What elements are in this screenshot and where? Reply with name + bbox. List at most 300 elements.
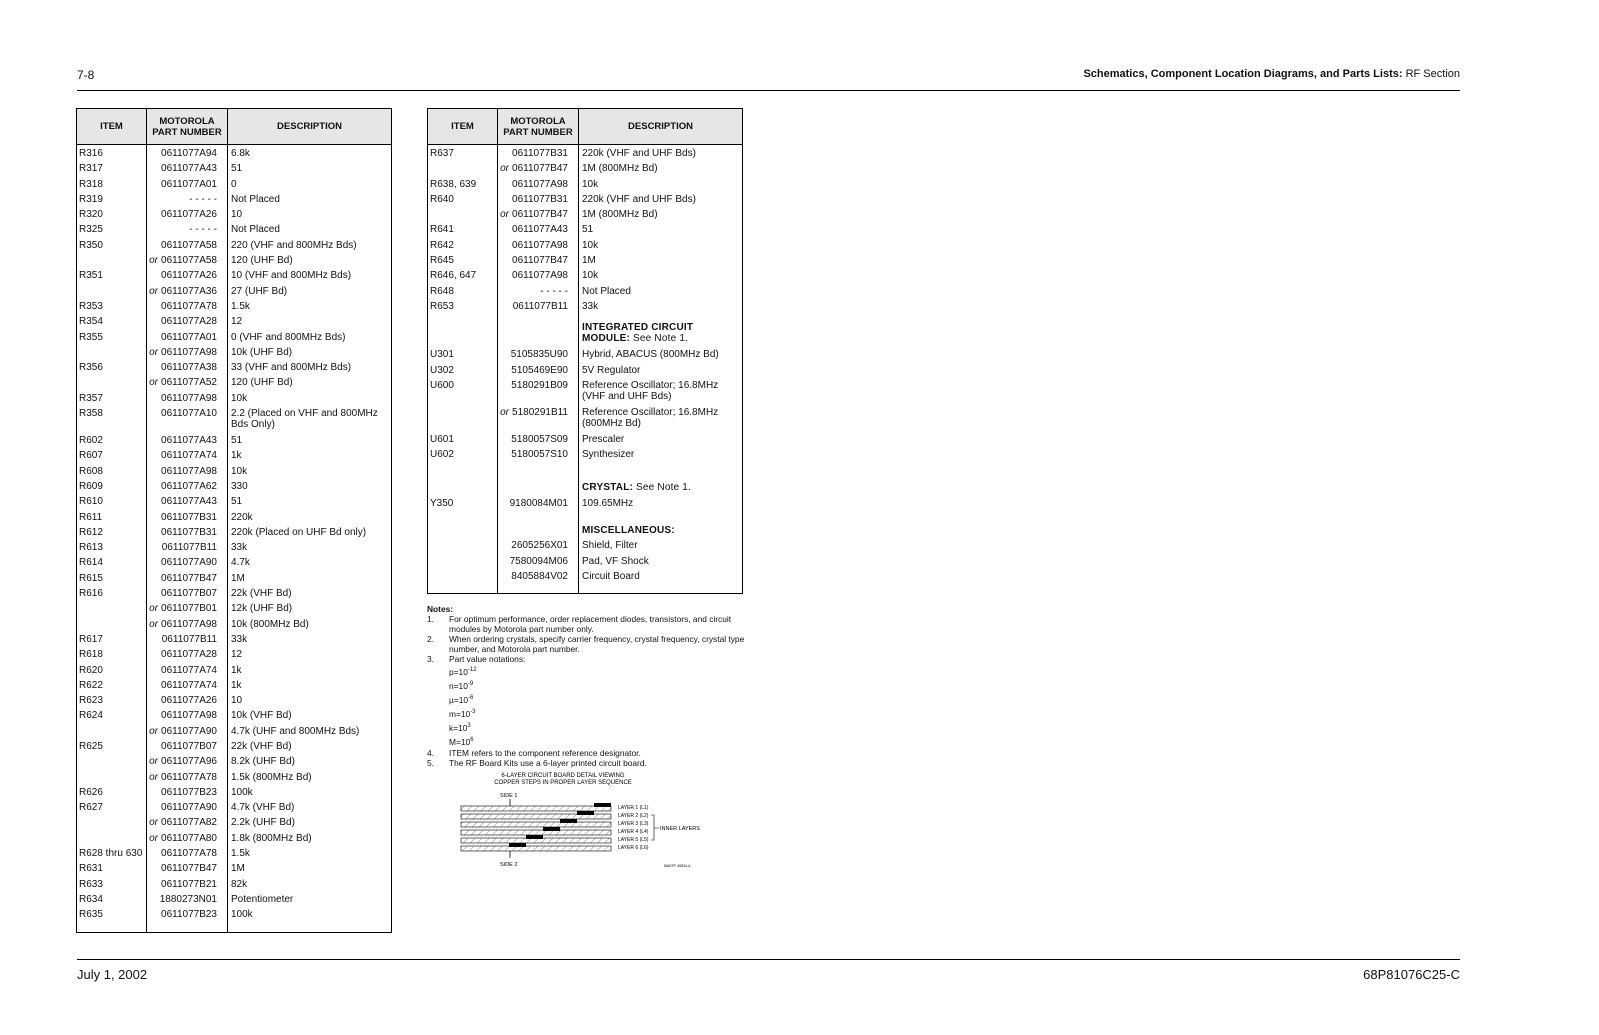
table-row	[77, 848, 391, 863]
notation-base: n=10	[449, 680, 468, 691]
table-row	[77, 573, 391, 588]
part-cell	[147, 332, 228, 347]
item-cell	[428, 556, 498, 571]
part-cell	[147, 817, 228, 832]
note-text: For optimum performance, order replacement diodes, transistors, and circuit modules by Motorola part number only.	[449, 614, 732, 634]
part-number: 0611077A74	[161, 450, 217, 462]
description-cell: 33k	[231, 542, 248, 554]
table-row	[77, 512, 391, 527]
item-cell: R617	[79, 633, 103, 645]
table-row	[77, 756, 391, 771]
part-cell	[147, 649, 228, 664]
or-label: or	[149, 832, 159, 844]
page-header-title	[1083, 68, 1460, 80]
or-label: or	[500, 406, 510, 418]
part-cell	[147, 512, 228, 527]
description-cell: 10k	[582, 178, 599, 190]
item-cell	[77, 833, 147, 848]
part-cell	[498, 556, 579, 571]
table-row	[428, 571, 742, 586]
item-cell	[428, 571, 498, 586]
table-row	[428, 286, 742, 301]
description-cell: 51	[231, 435, 243, 447]
item-cell: R640	[430, 193, 454, 205]
description-cell: Reference Oscillator; 16.8MHz (800MHz Bd)	[582, 406, 719, 429]
part-cell	[147, 542, 228, 557]
part-cell	[147, 588, 228, 603]
table-row	[77, 588, 391, 603]
item-cell: R622	[79, 679, 103, 691]
part-cell	[147, 527, 228, 542]
description-cell: 10k (VHF Bd)	[231, 710, 292, 722]
item-cell	[77, 726, 147, 741]
description-cell: 220k (VHF and UHF Bds)	[582, 193, 696, 205]
description-cell: 10k	[582, 239, 599, 251]
table-rows	[77, 148, 391, 925]
or-label: or	[149, 725, 159, 737]
description-cell: 1k	[231, 450, 242, 462]
description-cell: 2.2k (UHF Bd)	[231, 817, 295, 829]
table-row	[428, 540, 742, 555]
part-number: 0611077B23	[161, 909, 217, 921]
table-row	[77, 817, 391, 832]
item-cell: R616	[79, 588, 103, 600]
part-cell	[498, 240, 579, 255]
table-row	[77, 665, 391, 680]
part-number: 0611077A96	[161, 756, 217, 768]
description-cell: Not Placed	[582, 285, 631, 297]
part-number: 0611077A43	[161, 163, 217, 175]
table-row	[77, 316, 391, 331]
part-cell	[147, 634, 228, 649]
col-item: ITEM	[77, 109, 147, 144]
item-cell	[428, 525, 498, 540]
notation-exp: -6	[468, 695, 474, 701]
item-cell: R318	[79, 178, 103, 190]
item-cell: R646, 647	[430, 270, 477, 282]
part-number: 0611077A98	[512, 239, 568, 251]
table-row	[77, 496, 391, 511]
item-cell: R607	[79, 450, 103, 462]
item-cell	[77, 377, 147, 392]
table-row	[77, 179, 391, 194]
part-number: 5180057S10	[511, 449, 568, 461]
part-cell	[147, 863, 228, 878]
part-cell	[147, 316, 228, 331]
part-number: 0611077A43	[161, 435, 217, 447]
note-number: 4.	[427, 748, 434, 758]
description-cell: Reference Oscillator; 16.8MHz (VHF and UHF Bds)	[582, 379, 719, 402]
part-cell	[498, 286, 579, 301]
parts-table-left	[76, 108, 392, 933]
table-row	[77, 726, 391, 741]
notation-base: k=10	[449, 722, 468, 733]
table-row	[77, 450, 391, 465]
item-cell: R609	[79, 480, 103, 492]
table-row	[77, 680, 391, 695]
or-label: or	[149, 618, 159, 630]
part-number: 0611077B47	[512, 163, 568, 175]
description-cell: 1k	[231, 664, 242, 676]
description-cell: 1.8k (800MHz Bd)	[231, 832, 312, 844]
table-row	[77, 286, 391, 301]
part-cell	[147, 466, 228, 481]
part-number: 0611077A94	[161, 148, 217, 159]
item-cell: R631	[79, 863, 103, 875]
or-label: or	[149, 771, 159, 783]
table-row	[77, 393, 391, 408]
description-cell: 8.2k (UHF Bd)	[231, 756, 295, 768]
part-number: 0611077A82	[161, 817, 217, 829]
notation	[427, 720, 757, 734]
part-cell	[498, 407, 579, 434]
part-number: 0611077A98	[512, 270, 568, 282]
part-cell	[147, 179, 228, 194]
item-cell: R620	[79, 664, 103, 676]
note-text: ITEM refers to the component reference designator.	[449, 748, 641, 758]
part-cell	[147, 665, 228, 680]
notation	[427, 664, 757, 678]
description-cell: 1M	[231, 572, 245, 584]
item-cell: R653	[430, 300, 454, 312]
part-cell	[498, 209, 579, 224]
item-cell	[428, 482, 498, 497]
part-number: 0611077A74	[161, 664, 217, 676]
part-number: 0611077B31	[512, 193, 568, 205]
item-cell: R355	[79, 331, 103, 343]
part-cell	[147, 194, 228, 209]
or-label: or	[149, 756, 159, 768]
table-row	[428, 525, 742, 540]
part-number: 0611077A01	[161, 178, 217, 190]
part-cell	[147, 603, 228, 618]
item-cell	[428, 322, 498, 349]
footer-rule	[77, 959, 1460, 960]
part-cell	[147, 680, 228, 695]
description-cell: 120 (UHF Bd)	[231, 255, 293, 267]
diagram-title-line1: 6-LAYER CIRCUIT BOARD DETAIL VIEWING	[501, 773, 625, 779]
notation-exp: -3	[470, 709, 476, 715]
part-cell	[147, 573, 228, 588]
part-number: 5180291B11	[512, 406, 568, 418]
part-number: 0611077A26	[161, 270, 217, 282]
or-label: or	[149, 346, 159, 358]
notation-exp: -12	[467, 667, 477, 673]
part-number: 0611077A01	[161, 331, 217, 343]
part-cell	[498, 449, 579, 464]
part-number: 0611077B47	[512, 255, 568, 267]
description-cell: 1M (800MHz Bd)	[582, 209, 658, 221]
table-row	[77, 466, 391, 481]
table-row	[77, 879, 391, 894]
table-row	[428, 434, 742, 449]
item-cell: R610	[79, 496, 103, 508]
description-cell: 51	[231, 163, 243, 175]
note-number: 3.	[427, 654, 434, 664]
part-number: 0611077B47	[512, 209, 568, 221]
item-cell: U601	[430, 433, 454, 445]
item-cell	[77, 619, 147, 634]
part-cell	[147, 894, 228, 909]
part-cell	[147, 741, 228, 756]
header-title-rest: RF Section	[1402, 68, 1460, 80]
description-cell: 0 (VHF and 800MHz Bds)	[231, 331, 346, 343]
table-row	[77, 833, 391, 848]
table-row	[77, 802, 391, 817]
part-number: 1880273N01	[159, 893, 217, 905]
table-row	[77, 542, 391, 557]
part-number: 0611077B47	[161, 572, 217, 584]
notation-exp: -9	[467, 681, 474, 687]
or-label: or	[149, 817, 159, 829]
table-row	[428, 407, 742, 434]
table-row	[77, 649, 391, 664]
table-row	[77, 481, 391, 496]
notation-exp: 3	[467, 723, 471, 729]
part-number: 0611077B31	[512, 148, 568, 159]
diagram-title-line2: COPPER STEPS IN PROPER LAYER SEQUENCE	[494, 780, 632, 786]
description-cell: 1.5k (800MHz Bd)	[231, 771, 312, 783]
note-item	[427, 748, 757, 758]
part-cell	[498, 322, 579, 349]
item-cell	[77, 817, 147, 832]
table-row	[77, 377, 391, 392]
diagram-code: MAEPF-26834-A	[664, 864, 691, 868]
part-number: 0611077A38	[161, 362, 217, 374]
item-cell: R316	[79, 148, 103, 159]
or-label: or	[149, 377, 159, 389]
part-cell	[498, 255, 579, 270]
part-cell	[147, 362, 228, 377]
description-cell: 4.7k (VHF Bd)	[231, 802, 295, 814]
part-number: 0611077A43	[161, 496, 217, 508]
or-label: or	[149, 603, 159, 615]
notation-base: p=10	[449, 666, 468, 677]
section-title: INTEGRATED CIRCUIT MODULE:	[582, 322, 694, 345]
item-cell: R623	[79, 695, 103, 707]
part-cell	[147, 240, 228, 255]
item-cell: U302	[430, 364, 454, 376]
part-number: 0611077A58	[161, 255, 217, 267]
item-cell: R325	[79, 224, 103, 236]
item-cell: R638, 639	[430, 178, 477, 190]
part-cell	[498, 194, 579, 209]
item-cell: R633	[79, 878, 103, 890]
part-cell	[147, 393, 228, 408]
item-cell: R615	[79, 572, 103, 584]
table-row	[77, 347, 391, 362]
description-cell: 33k	[231, 633, 248, 645]
or-label: or	[500, 163, 510, 175]
description-cell: 33 (VHF and 800MHz Bds)	[231, 362, 352, 374]
description-cell: Potentiometer	[231, 893, 294, 905]
section-heading	[579, 322, 742, 349]
col-part-number: MOTOROLA PART NUMBER	[498, 109, 579, 144]
part-number: 0611077B31	[161, 526, 217, 538]
description-cell: 4.7k	[231, 557, 250, 569]
description-cell: 12	[231, 316, 243, 328]
table-row	[77, 619, 391, 634]
table-row	[428, 148, 742, 163]
item-cell: R357	[79, 392, 103, 404]
part-number: 8405884V02	[511, 570, 568, 582]
item-cell: R645	[430, 255, 454, 267]
part-cell	[147, 787, 228, 802]
col-part-number: MOTOROLA PART NUMBER	[147, 109, 228, 144]
part-cell	[498, 365, 579, 380]
description-cell: 10k (UHF Bd)	[231, 346, 293, 358]
col-item: ITEM	[428, 109, 498, 144]
part-cell	[147, 848, 228, 863]
part-number: 0611077A28	[161, 316, 217, 328]
note-item	[427, 614, 757, 634]
table-row	[428, 240, 742, 255]
part-number: 0611077A78	[161, 771, 217, 783]
item-cell	[77, 772, 147, 787]
part-cell	[498, 270, 579, 285]
table-header	[428, 109, 742, 145]
footer-doc-number: 68P81076C25-C	[1363, 967, 1460, 982]
item-cell: R319	[79, 193, 103, 205]
part-number: 0611077B07	[161, 588, 217, 600]
item-cell	[428, 407, 498, 434]
part-cell	[147, 270, 228, 285]
table-row	[428, 365, 742, 380]
description-cell: 4.7k (UHF and 800MHz Bds)	[231, 725, 360, 737]
or-label: or	[149, 285, 159, 297]
footer-date: July 1, 2002	[77, 967, 148, 982]
part-cell	[147, 557, 228, 572]
six-layer-board-diagram	[458, 770, 728, 875]
part-number: 0611077A90	[161, 557, 217, 569]
description-cell: 1.5k	[231, 300, 250, 312]
part-number: 0611077B47	[161, 863, 217, 875]
description-cell: Prescaler	[582, 433, 625, 445]
part-number: 0611077B31	[161, 511, 217, 523]
part-cell	[498, 571, 579, 586]
part-number: 0611077B07	[161, 740, 217, 752]
item-cell: U301	[430, 349, 454, 361]
description-cell: Circuit Board	[582, 570, 640, 582]
part-cell	[147, 619, 228, 634]
item-cell	[77, 286, 147, 301]
note-text: Part value notations:	[449, 654, 526, 664]
item-cell: U602	[430, 449, 454, 461]
table-rows	[428, 148, 742, 586]
note-text: When ordering crystals, specify carrier frequency, crystal frequency, crystal type number, and Motorola part number.	[449, 634, 745, 654]
part-cell	[147, 347, 228, 362]
table-row	[77, 270, 391, 285]
table-row	[428, 301, 742, 316]
part-cell	[147, 833, 228, 848]
description-cell: 10k	[231, 465, 248, 477]
item-cell: R624	[79, 710, 103, 722]
item-cell: R317	[79, 163, 103, 175]
table-row	[77, 894, 391, 909]
notes-section	[427, 604, 757, 768]
description-cell: 82k	[231, 878, 248, 890]
description-cell: 1M	[582, 255, 596, 267]
part-cell	[147, 772, 228, 787]
description-cell: 22k (VHF Bd)	[231, 588, 292, 600]
layer-label-6: LAYER 6 (L6)	[618, 845, 649, 851]
section-title: CRYSTAL:	[582, 482, 634, 494]
part-cell	[147, 163, 228, 178]
description-cell: 12k (UHF Bd)	[231, 603, 293, 615]
description-cell: 10 (VHF and 800MHz Bds)	[231, 270, 352, 282]
part-number: - - - - -	[189, 193, 217, 205]
or-label: or	[149, 255, 159, 267]
description-cell: 12	[231, 649, 243, 661]
description-cell: 1M	[231, 863, 245, 875]
description-cell: 220k	[231, 511, 253, 523]
item-cell: U600	[430, 379, 454, 391]
item-cell	[77, 756, 147, 771]
description-cell: 1M (800MHz Bd)	[582, 163, 658, 175]
table-row	[77, 772, 391, 787]
item-cell	[77, 255, 147, 270]
header-title-bold: Schematics, Component Location Diagrams, and Parts Lists:	[1083, 68, 1403, 80]
part-cell	[147, 255, 228, 270]
part-value-notations	[427, 664, 757, 748]
part-cell	[147, 209, 228, 224]
table-row	[77, 224, 391, 239]
item-cell: R358	[79, 408, 103, 420]
table-row	[77, 695, 391, 710]
notation	[427, 706, 757, 720]
part-number: 0611077A98	[512, 178, 568, 190]
part-cell	[147, 148, 228, 163]
item-cell: R637	[430, 148, 454, 159]
description-cell: 10k	[582, 270, 599, 282]
table-row	[77, 362, 391, 377]
description-cell: 330	[231, 480, 248, 492]
notation-exp: 6	[470, 737, 474, 743]
item-cell: R626	[79, 786, 103, 798]
part-cell	[498, 179, 579, 194]
part-cell	[498, 163, 579, 178]
table-row	[77, 194, 391, 209]
notation	[427, 678, 757, 692]
part-number: 0611077A26	[161, 695, 217, 707]
col-description: DESCRIPTION	[628, 121, 693, 132]
item-cell: R648	[430, 285, 454, 297]
table-row	[77, 240, 391, 255]
part-cell	[498, 224, 579, 239]
table-row	[428, 449, 742, 464]
part-cell	[147, 286, 228, 301]
part-cell	[147, 756, 228, 771]
description-cell: 220k (Placed on UHF Bd only)	[231, 526, 367, 538]
part-number: 0611077A98	[161, 392, 217, 404]
table-row	[428, 498, 742, 513]
diagram-side1-label: SIDE 1	[500, 793, 518, 799]
page-number: 7-8	[77, 68, 95, 82]
part-number: 5105835U90	[510, 349, 568, 361]
item-cell: R353	[79, 300, 103, 312]
part-cell	[498, 301, 579, 316]
part-number: 0611077A10	[161, 408, 217, 420]
table-row	[428, 194, 742, 209]
table-row	[77, 408, 391, 435]
description-cell: 100k	[231, 786, 253, 798]
header-rule	[77, 90, 1460, 91]
description-cell: Not Placed	[231, 224, 280, 236]
part-number: 0611077B11	[512, 300, 568, 312]
item-cell: R642	[430, 239, 454, 251]
part-cell	[147, 909, 228, 924]
part-number: 0611077A52	[161, 377, 217, 389]
